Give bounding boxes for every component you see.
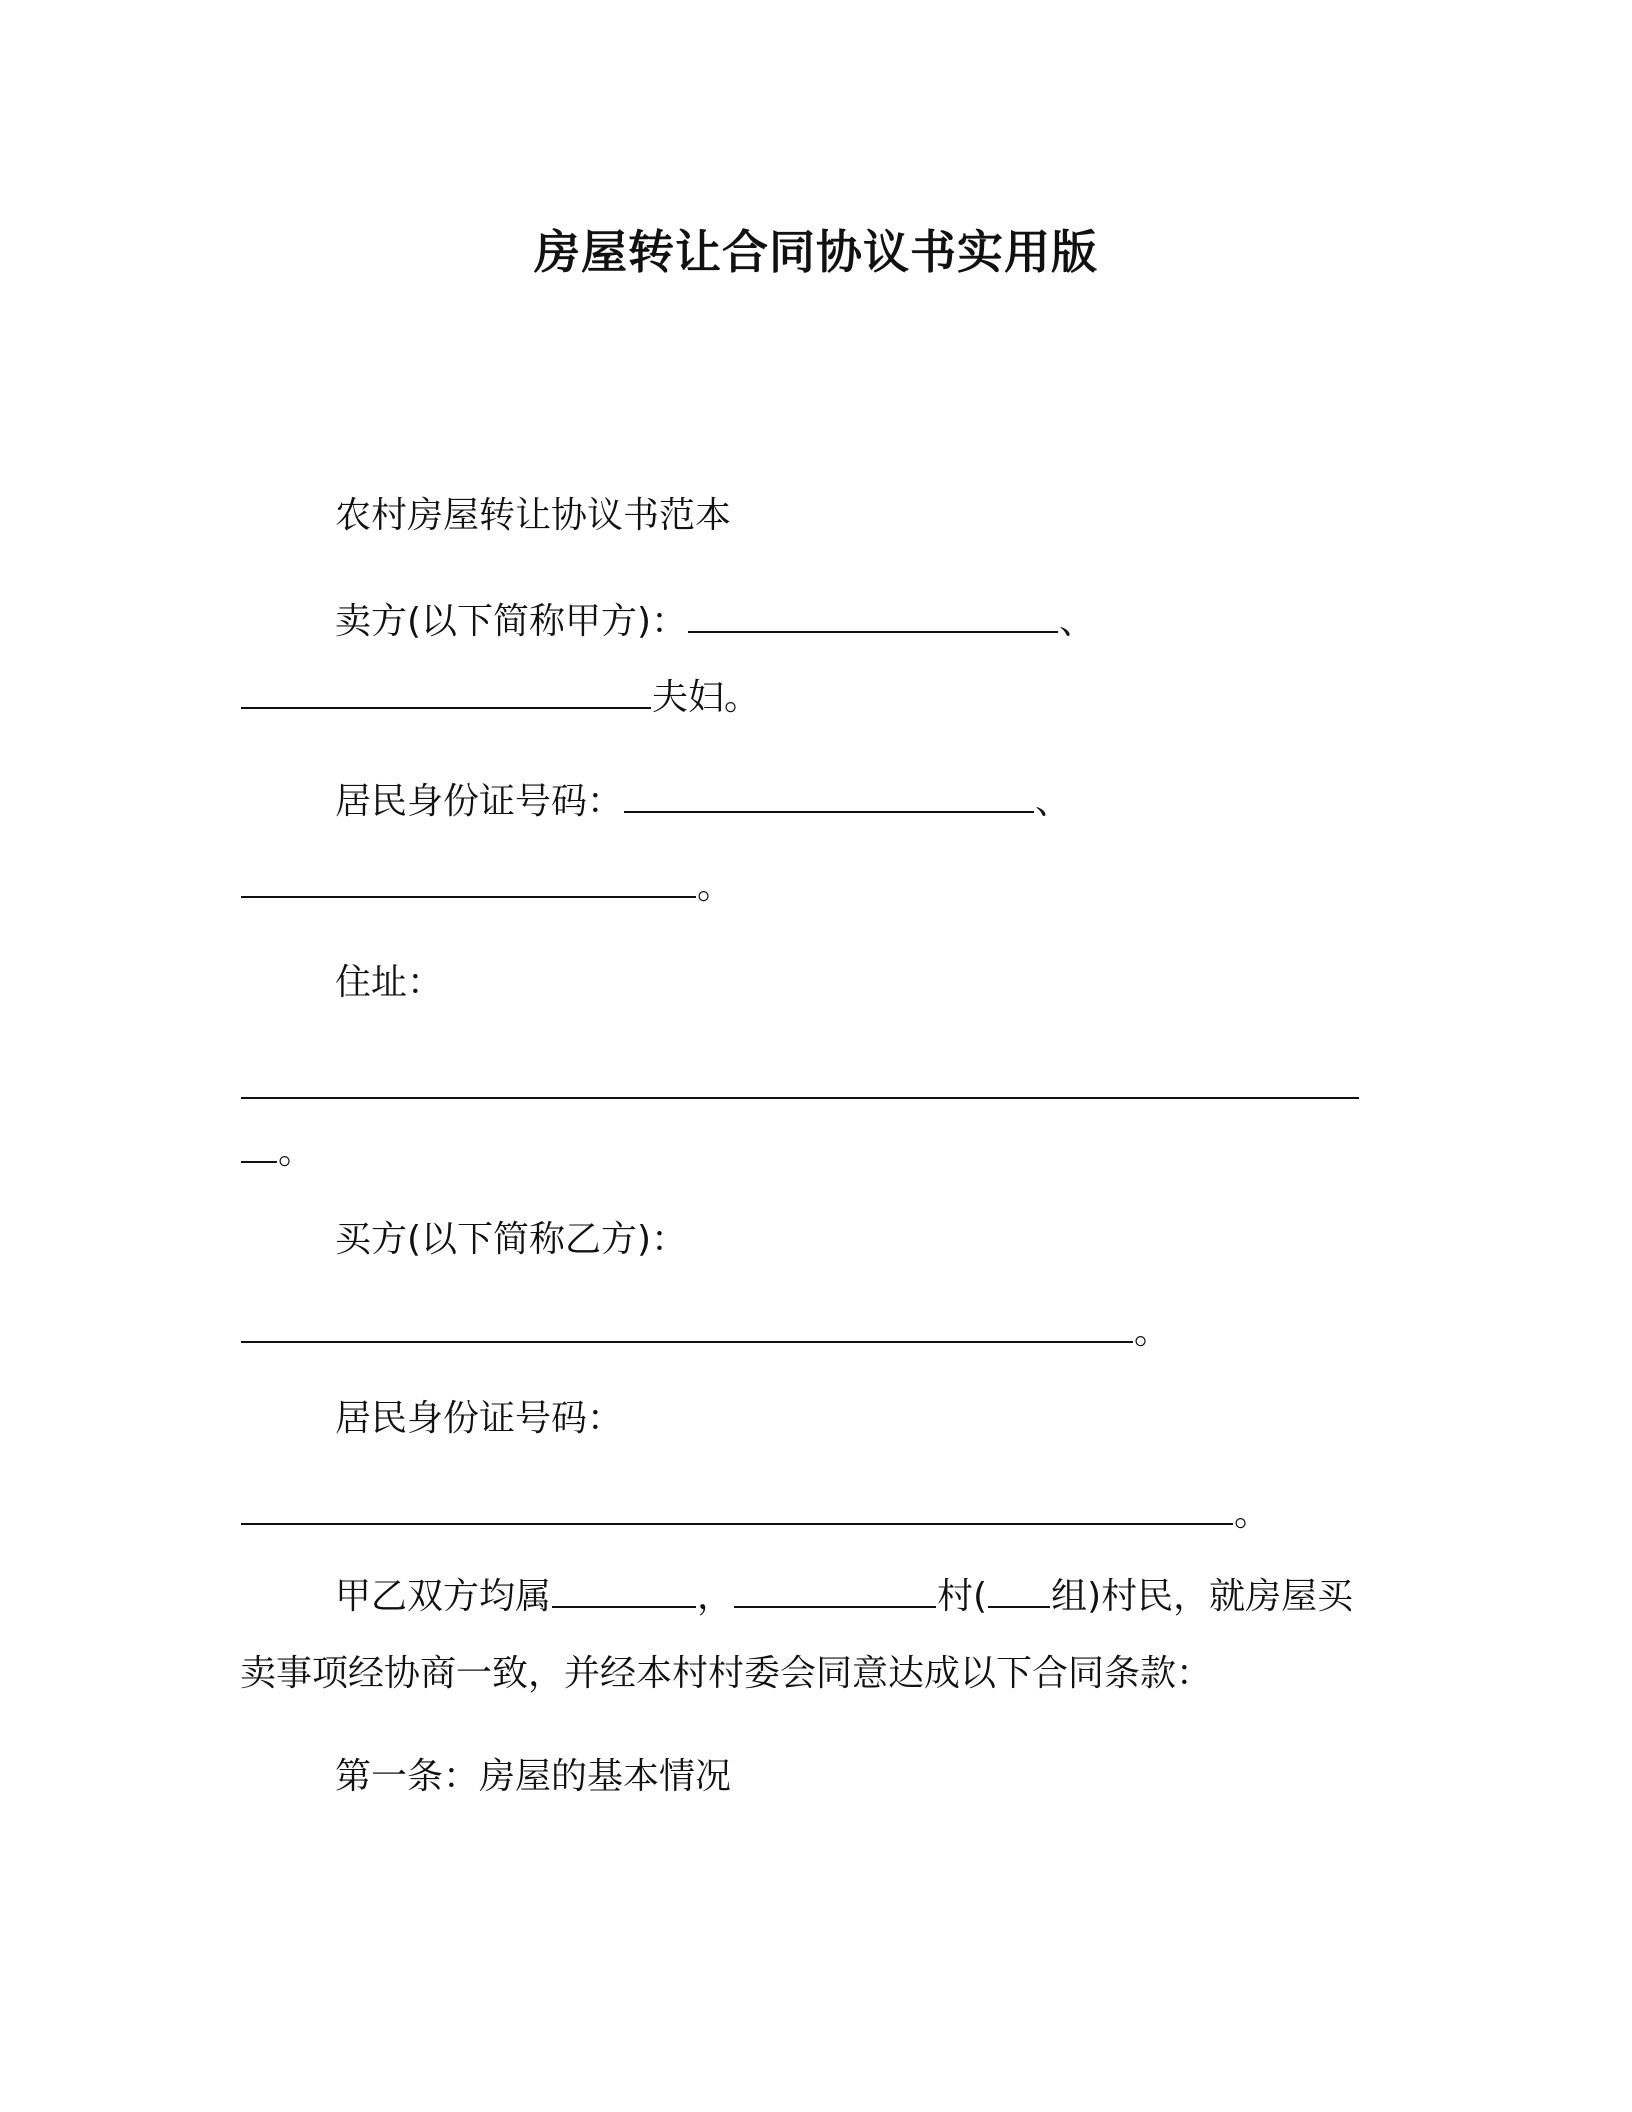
seller-id-label: 居民身份证号码：	[335, 781, 624, 822]
town-blank[interactable]	[552, 1572, 696, 1608]
comma-mark: ，	[697, 1576, 734, 1617]
buyer-label: 买方(以下简称乙方)：	[335, 1219, 688, 1260]
address-line-2	[240, 1127, 314, 1177]
continuation-line: 卖事项经协商一致，并经本村村委会同意达成以下合同条款：	[240, 1653, 1213, 1694]
seller-name-blank-1[interactable]	[688, 597, 1058, 633]
group-blank[interactable]	[988, 1572, 1050, 1608]
seller-id-line-continued	[240, 862, 733, 912]
buyer-name-line	[240, 1307, 1170, 1357]
period-mark-4: 。	[1234, 1493, 1271, 1534]
address-label: 住址：	[335, 962, 444, 1003]
both-parties-prefix: 甲乙双方均属	[335, 1576, 552, 1617]
address-line-1	[240, 1063, 1360, 1113]
document-subtitle: 农村房屋转让协议书范本	[335, 495, 732, 536]
buyer-name-blank[interactable]	[241, 1307, 1133, 1343]
period-mark: 。	[697, 866, 734, 907]
period-mark-2: 。	[278, 1131, 315, 1172]
couple-suffix: 夫妇。	[652, 677, 761, 718]
address-blank-2[interactable]	[241, 1127, 277, 1163]
seller-line-continued	[240, 673, 760, 723]
seller-id-blank-2[interactable]	[241, 862, 696, 898]
period-mark-3: 。	[1134, 1311, 1171, 1352]
seller-label: 卖方(以下简称甲方)：	[335, 601, 688, 642]
buyer-id-blank[interactable]	[241, 1489, 1233, 1525]
article-one-heading: 第一条：房屋的基本情况	[335, 1756, 732, 1797]
address-blank-1[interactable]	[241, 1063, 1359, 1099]
pause-mark: 、	[1059, 601, 1096, 642]
document-title: 房屋转让合同协议书实用版	[534, 225, 1098, 279]
group-text: 组)村民，就房屋买	[1051, 1576, 1354, 1617]
village-blank[interactable]	[734, 1572, 936, 1608]
seller-id-line	[335, 777, 1071, 827]
seller-name-blank-2[interactable]	[241, 673, 651, 709]
pause-mark-2: 、	[1035, 781, 1072, 822]
both-parties-line	[335, 1572, 1353, 1622]
buyer-id-label: 居民身份证号码：	[335, 1398, 624, 1439]
village-text: 村(	[937, 1576, 988, 1617]
buyer-id-line	[240, 1489, 1270, 1539]
seller-id-blank-1[interactable]	[624, 777, 1034, 813]
seller-line	[335, 597, 1095, 647]
